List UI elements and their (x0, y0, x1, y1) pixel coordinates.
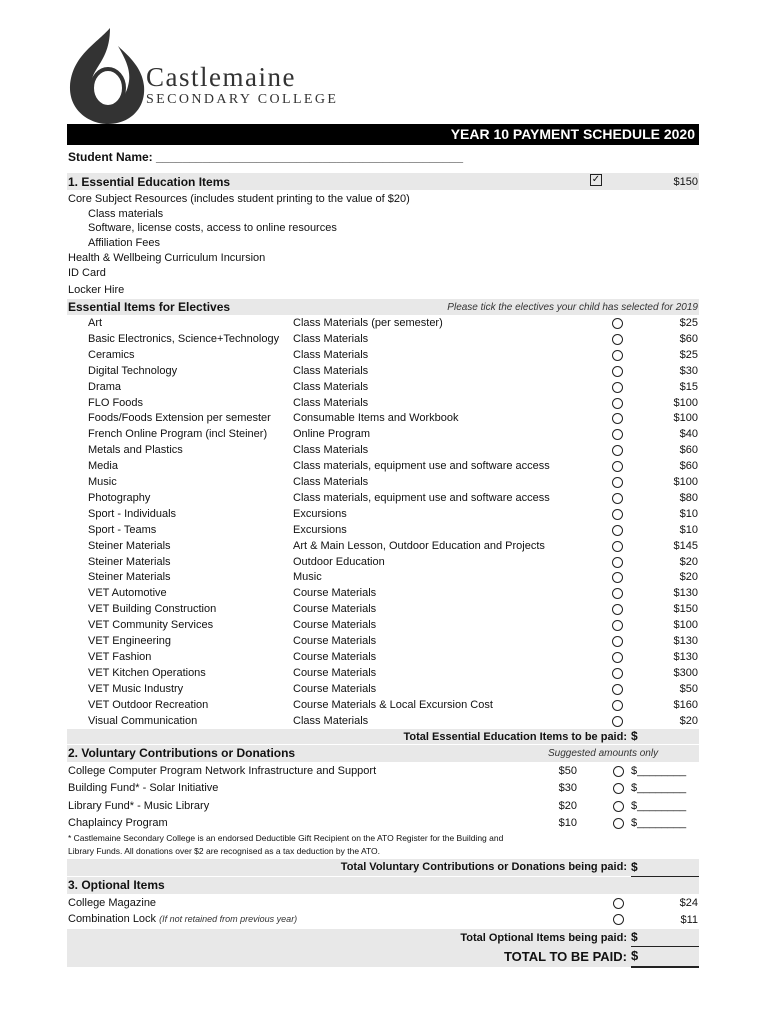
grand-total-underline (631, 966, 699, 968)
elective-price: $100 (673, 396, 698, 409)
elective-subject: Sport - Teams (88, 523, 157, 536)
section1-line: Locker Hire (68, 284, 125, 296)
elective-row (0, 699, 770, 715)
electives-total-field[interactable]: $ (631, 729, 638, 743)
elective-subject: VET Building Construction (88, 603, 217, 616)
section1-line: Core Subject Resources (includes student printing to the value of $20) (68, 193, 410, 205)
section1-line: Affiliation Fees (88, 237, 160, 249)
optional-item-label: College Magazine (68, 897, 157, 909)
elective-radio[interactable] (612, 318, 623, 329)
section1-amount: $150 (673, 176, 698, 188)
elective-radio[interactable] (612, 716, 623, 727)
elective-description: Course Materials & Local Excursion Cost (293, 698, 493, 711)
elective-description: Class Materials (293, 364, 369, 377)
elective-radio[interactable] (612, 525, 623, 536)
elective-description: Course Materials (293, 619, 377, 632)
elective-description: Course Materials (293, 650, 377, 663)
elective-price: $150 (673, 603, 698, 616)
donation-amount-field[interactable]: $________ (631, 782, 687, 794)
elective-radio[interactable] (612, 652, 623, 663)
optional-item-note: (If not retained from previous year) (159, 914, 298, 924)
elective-price: $20 (679, 714, 698, 727)
elective-description: Course Materials (293, 666, 377, 679)
elective-row (0, 587, 770, 603)
college-logo (66, 26, 356, 126)
elective-price: $145 (673, 539, 698, 552)
elective-radio[interactable] (612, 684, 623, 695)
elective-subject: Foods/Foods Extension per semester (88, 412, 271, 425)
optional-item-label-text: Combination Lock (68, 913, 157, 925)
elective-price: $30 (679, 364, 698, 377)
donation-amount: $50 (558, 765, 577, 777)
elective-subject: French Online Program (incl Steiner) (88, 428, 268, 441)
logo-name: Castlemaine (146, 62, 296, 92)
elective-subject: FLO Foods (88, 396, 144, 409)
elective-description: Course Materials (293, 682, 377, 695)
elective-subject: Sport - Individuals (88, 507, 177, 520)
tax-footnote: * Castlemaine Secondary College is an endorsed Deductible Gift Recipient on the ATO Register for the Building and (68, 833, 504, 843)
elective-price: $160 (673, 698, 698, 711)
elective-subject: Steiner Materials (88, 539, 171, 552)
elective-price: $60 (679, 460, 698, 473)
elective-radio[interactable] (612, 461, 623, 472)
elective-row (0, 619, 770, 635)
electives-note: Please tick the electives your child has selected for 2019 (447, 302, 698, 313)
elective-row (0, 412, 770, 428)
elective-subject: VET Music Industry (88, 682, 184, 695)
grand-total-field[interactable]: $ (631, 948, 639, 963)
elective-subject: Steiner Materials (88, 571, 171, 584)
elective-subject: VET Kitchen Operations (88, 666, 206, 679)
section3-total-field[interactable]: $ (631, 930, 638, 944)
elective-description: Excursions (293, 523, 347, 536)
elective-price: $20 (679, 571, 698, 584)
elective-subject: Music (88, 476, 117, 488)
section2-heading: 2. Voluntary Contributions or Donations (68, 746, 296, 760)
elective-description: Class Materials (293, 380, 369, 393)
elective-row (0, 683, 770, 699)
elective-price: $50 (679, 682, 698, 695)
elective-price: $60 (679, 444, 698, 457)
elective-radio[interactable] (612, 668, 623, 679)
elective-price: $60 (679, 332, 698, 345)
donation-radio[interactable] (613, 801, 624, 812)
elective-row (0, 556, 770, 572)
elective-price: $300 (673, 666, 698, 679)
elective-subject: Drama (88, 380, 122, 393)
elective-price: $20 (679, 555, 698, 568)
donation-amount-field[interactable]: $________ (631, 800, 687, 812)
elective-description: Course Materials (293, 603, 377, 616)
grand-total-label: TOTAL TO BE PAID: (503, 949, 627, 964)
elective-radio[interactable] (612, 588, 623, 599)
elective-subject: VET Automotive (88, 587, 167, 600)
elective-description: Consumable Items and Workbook (293, 412, 459, 425)
donation-label: Building Fund* - Solar Initiative (68, 782, 219, 794)
elective-row (0, 635, 770, 651)
elective-subject: Ceramics (88, 348, 135, 361)
optional-item-radio[interactable] (613, 898, 624, 909)
elective-subject: Media (88, 460, 118, 473)
elective-description: Art & Main Lesson, Outdoor Education and Projects (293, 539, 545, 552)
elective-row (0, 492, 770, 508)
section1-line: Class materials (88, 208, 164, 220)
elective-description: Class materials, equipment use and software access (293, 460, 550, 473)
donation-radio[interactable] (613, 766, 624, 777)
donation-label: Chaplaincy Program (68, 817, 168, 829)
elective-row (0, 365, 770, 381)
elective-radio[interactable] (612, 382, 623, 393)
elective-row (0, 524, 770, 540)
elective-price: $100 (673, 619, 698, 632)
electives-total-label: Total Essential Education Items to be paid: (403, 731, 627, 743)
student-name-field[interactable]: Student Name: ______________________________________________ (68, 150, 464, 164)
donation-label: College Computer Program Network Infrastructure and Support (68, 765, 377, 777)
elective-row (0, 333, 770, 349)
elective-radio[interactable] (612, 334, 623, 345)
elective-description: Class Materials (per semester) (293, 317, 443, 329)
elective-description: Course Materials (293, 587, 377, 600)
donation-label: Library Fund* - Music Library (68, 800, 210, 812)
logo-subtitle: SECONDARY COLLEGE (146, 92, 339, 107)
electives-heading: Essential Items for Electives (68, 300, 231, 314)
elective-price: $25 (679, 317, 698, 329)
optional-item-price: $24 (679, 897, 698, 909)
elective-description: Online Program (293, 428, 371, 441)
elective-row (0, 317, 770, 333)
elective-price: $100 (673, 412, 698, 425)
donation-amount-field[interactable]: $________ (631, 765, 687, 777)
elective-description: Excursions (293, 507, 347, 520)
elective-subject: VET Engineering (88, 635, 171, 647)
elective-row (0, 381, 770, 397)
elective-row (0, 460, 770, 476)
elective-row (0, 667, 770, 683)
elective-subject: Steiner Materials (88, 555, 171, 568)
flame-logo-icon (66, 26, 146, 126)
donation-amount: $10 (558, 817, 577, 829)
elective-price: $10 (679, 523, 698, 536)
elective-row (0, 508, 770, 524)
donation-radio[interactable] (613, 818, 624, 829)
elective-row (0, 444, 770, 460)
elective-subject: Photography (88, 491, 151, 504)
elective-description: Class materials, equipment use and software access (293, 491, 550, 504)
elective-row (0, 397, 770, 413)
elective-radio[interactable] (612, 541, 623, 552)
tax-footnote: Library Funds. All donations over $2 are recognised as a tax deduction by the ATO. (68, 846, 381, 856)
elective-description: Class Materials (293, 444, 369, 457)
elective-radio[interactable] (612, 429, 623, 440)
elective-price: $15 (679, 380, 698, 393)
elective-radio[interactable] (612, 700, 623, 711)
elective-radio[interactable] (612, 604, 623, 615)
section1-heading: 1. Essential Education Items (68, 175, 231, 189)
elective-price: $40 (679, 428, 698, 441)
elective-subject: VET Community Services (88, 619, 214, 632)
elective-subject: VET Fashion (88, 650, 152, 663)
elective-row (0, 349, 770, 365)
donation-radio[interactable] (613, 783, 624, 794)
elective-price: $80 (679, 491, 698, 504)
elective-radio[interactable] (612, 413, 623, 424)
elective-radio[interactable] (612, 350, 623, 361)
checked-box-icon[interactable]: ✓ (591, 174, 601, 185)
elective-radio[interactable] (612, 445, 623, 456)
elective-price: $10 (679, 507, 698, 520)
donation-amount: $30 (558, 782, 577, 794)
optional-item-radio[interactable] (613, 914, 624, 925)
elective-row (0, 428, 770, 444)
elective-radio[interactable] (612, 493, 623, 504)
section2-total-field[interactable]: $ (631, 860, 638, 874)
elective-description: Class Materials (293, 396, 369, 409)
elective-row (0, 476, 770, 492)
optional-item-price: $11 (680, 914, 698, 926)
elective-description: Class Materials (293, 714, 369, 727)
elective-description: Class Materials (293, 476, 369, 488)
optional-item-label (68, 913, 297, 925)
elective-price: $100 (673, 476, 698, 488)
elective-radio[interactable] (612, 572, 623, 583)
section1-line: Software, license costs, access to online resources (88, 222, 337, 234)
elective-subject: Metals and Plastics (88, 444, 183, 457)
section2-note: Suggested amounts only (548, 748, 659, 759)
donation-amount-field[interactable]: $________ (631, 817, 687, 829)
elective-radio[interactable] (612, 620, 623, 631)
elective-subject: VET Outdoor Recreation (88, 698, 209, 711)
elective-row (0, 571, 770, 587)
page-title: YEAR 10 PAYMENT SCHEDULE 2020 (67, 124, 699, 145)
elective-row (0, 651, 770, 667)
elective-subject: Basic Electronics, Science+Technology (88, 332, 280, 345)
donation-amount: $20 (558, 800, 577, 812)
elective-radio[interactable] (612, 636, 623, 647)
elective-price: $130 (673, 587, 698, 600)
section2-total-label: Total Voluntary Contributions or Donations being paid: (340, 861, 627, 873)
elective-description: Outdoor Education (293, 555, 385, 568)
elective-price: $130 (673, 635, 698, 647)
elective-subject: Digital Technology (88, 364, 178, 377)
elective-description: Course Materials (293, 635, 377, 647)
elective-radio[interactable] (612, 509, 623, 520)
section1-line: Health & Wellbeing Curriculum Incursion (68, 252, 266, 264)
elective-radio[interactable] (612, 477, 623, 488)
elective-description: Class Materials (293, 332, 369, 345)
section3-total-label: Total Optional Items being paid: (460, 932, 627, 944)
elective-row (0, 540, 770, 556)
elective-row (0, 603, 770, 619)
section1-line: ID Card (68, 267, 106, 279)
elective-subject: Art (88, 317, 103, 329)
elective-description: Class Materials (293, 348, 369, 361)
elective-description: Music (293, 571, 322, 584)
elective-price: $25 (679, 348, 698, 361)
elective-price: $130 (673, 650, 698, 663)
elective-radio[interactable] (612, 366, 623, 377)
section3-heading: 3. Optional Items (68, 878, 165, 892)
elective-radio[interactable] (612, 398, 623, 409)
elective-radio[interactable] (612, 557, 623, 568)
elective-subject: Visual Communication (88, 714, 198, 727)
